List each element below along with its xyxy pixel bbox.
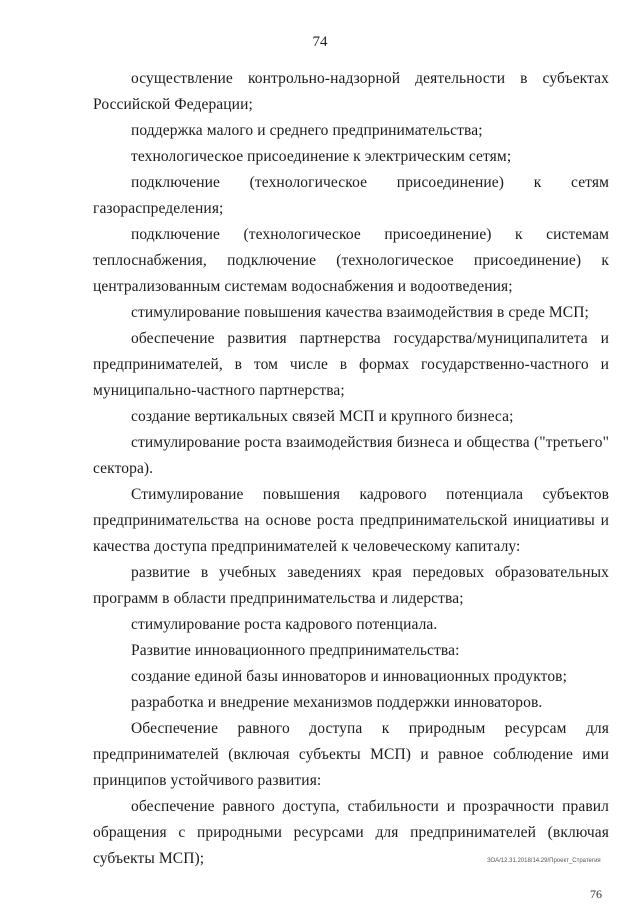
paragraph: поддержка малого и среднего предпринимательства; <box>131 122 483 139</box>
paragraph: стимулирование повышения качества взаимодействия в среде МСП; <box>131 304 589 321</box>
paragraph: обеспечение развития партнерства государства/муниципалитета и предпринимателей, в том числе в формах государственно-частного и муниципально-частного партнерства; <box>93 330 609 399</box>
paragraph: Развитие инновационного предпринимательства: <box>131 642 460 659</box>
paragraph: стимулирование роста кадрового потенциала. <box>131 616 438 633</box>
footer-file-path: ЗОА/12.31.2018/14.29/Проект_Стратегия <box>487 858 601 864</box>
paragraph: технологическое присоединение к электрическим сетям; <box>131 148 512 165</box>
corner-page-number: 76 <box>590 887 602 901</box>
paragraph: осуществление контрольно-надзорной деятельности в субъектах Российской Федерации; <box>93 70 609 113</box>
page-number: 74 <box>312 34 328 50</box>
document-body <box>93 66 609 872</box>
paragraph: Обеспечение равного доступа к природным ресурсам для предпринимателей (включая субъекты МСП) и равное соблюдение ими принципов устойчивого развития: <box>93 720 609 789</box>
paragraph: подключение (технологическое присоединение) к системам теплоснабжения, подключение (технологическое присоединение) к централизованным системам водоснабжения и водоотведения; <box>93 226 609 295</box>
paragraph: стимулирование роста взаимодействия бизнеса и общества ("третьего" сектора). <box>93 434 609 477</box>
paragraph: разработка и внедрение механизмов поддержки инноваторов. <box>131 694 543 711</box>
paragraph: развитие в учебных заведениях края передовых образовательных программ в области предпринимательства и лидерства; <box>93 564 609 607</box>
paragraph: подключение (технологическое присоединение) к сетям газораспределения; <box>93 174 609 217</box>
paragraph: Стимулирование повышения кадрового потенциала субъектов предпринимательства на основе роста предпринимательской инициативы и качества доступа предпринимателей к человеческому капиталу: <box>93 486 609 555</box>
paragraph: создание единой базы инноваторов и инновационных продуктов; <box>131 668 567 685</box>
paragraph: обеспечение равного доступа, стабильности и прозрачности правил обращения с природными ресурсами для предпринимателей (включая субъекты МСП); <box>93 798 609 867</box>
paragraph: создание вертикальных связей МСП и крупного бизнеса; <box>131 408 514 425</box>
